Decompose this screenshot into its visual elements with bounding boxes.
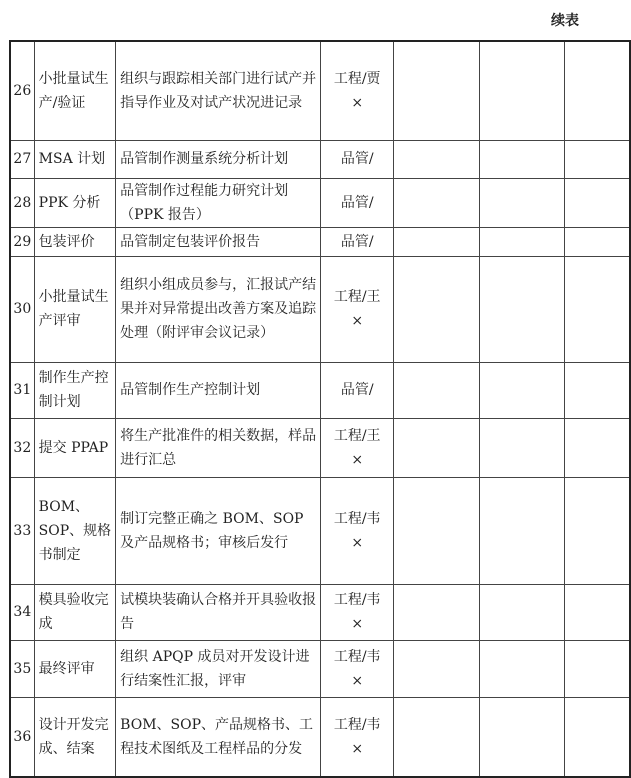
empty-cell [479,362,564,418]
empty-cell [394,256,480,362]
empty-cell [479,418,564,477]
table-row [10,227,630,256]
table-row [10,584,630,640]
item-owner: 工程/韦× [321,697,394,777]
item-name: 最终评审 [34,640,116,697]
item-name: MSA 计划 [34,140,116,178]
empty-cell [394,227,480,256]
item-name: 模具验收完成 [34,584,116,640]
empty-cell [479,477,564,584]
item-owner: 工程/王× [321,256,394,362]
item-description: 组织与跟踪相关部门进行试产并指导作业及对试产状况进记录 [116,41,321,140]
item-name: 设计开发完成、结案 [34,697,116,777]
row-number: 36 [10,697,34,777]
schedule-table [9,40,631,778]
item-description: 品管制作过程能力研究计划（PPK 报告） [116,178,321,227]
empty-cell [479,140,564,178]
item-description: 组织 APQP 成员对开发设计进行结案性汇报，评审 [116,640,321,697]
empty-cell [394,41,480,140]
empty-cell [564,227,630,256]
empty-cell [479,697,564,777]
empty-cell [564,640,630,697]
item-name: BOM、SOP、规格书制定 [34,477,116,584]
item-owner: 品管/ [321,227,394,256]
table-row [10,362,630,418]
item-name: 包装评价 [34,227,116,256]
empty-cell [564,418,630,477]
row-number: 32 [10,418,34,477]
empty-cell [394,178,480,227]
empty-cell [479,584,564,640]
item-owner: 工程/王× [321,418,394,477]
item-name: 小批量试生产评审 [34,256,116,362]
table-row [10,140,630,178]
item-description: 将生产批准件的相关数据，样品进行汇总 [116,418,321,477]
table-caption: 续表 [551,13,579,29]
row-number: 34 [10,584,34,640]
item-owner: 工程/韦× [321,640,394,697]
empty-cell [564,256,630,362]
item-owner: 品管/ [321,178,394,227]
empty-cell [564,584,630,640]
table-row [10,41,630,140]
item-owner: 品管/ [321,140,394,178]
row-number: 30 [10,256,34,362]
empty-cell [564,697,630,777]
empty-cell [479,41,564,140]
item-name: PPK 分析 [34,178,116,227]
table-row [10,178,630,227]
empty-cell [394,584,480,640]
row-number: 31 [10,362,34,418]
item-name: 小批量试生产/验证 [34,41,116,140]
empty-cell [394,418,480,477]
item-owner: 品管/ [321,362,394,418]
item-name: 提交 PPAP [34,418,116,477]
item-description: BOM、SOP、产品规格书、工程技术图纸及工程样品的分发 [116,697,321,777]
empty-cell [479,227,564,256]
item-owner: 工程/韦× [321,477,394,584]
table-row [10,697,630,777]
empty-cell [564,477,630,584]
empty-cell [394,477,480,584]
row-number: 29 [10,227,34,256]
empty-cell [479,178,564,227]
item-owner: 工程/贾× [321,41,394,140]
item-description: 品管制作生产控制计划 [116,362,321,418]
empty-cell [564,362,630,418]
item-name: 制作生产控制计划 [34,362,116,418]
empty-cell [564,140,630,178]
item-description: 组织小组成员参与，汇报试产结果并对异常提出改善方案及追踪处理（附评审会议记录） [116,256,321,362]
table-row [10,256,630,362]
empty-cell [564,41,630,140]
empty-cell [479,640,564,697]
item-owner: 工程/韦× [321,584,394,640]
row-number: 33 [10,477,34,584]
item-description: 品管制定包装评价报告 [116,227,321,256]
row-number: 35 [10,640,34,697]
item-description: 试模块装确认合格并开具验收报告 [116,584,321,640]
empty-cell [394,697,480,777]
table-row [10,418,630,477]
empty-cell [394,140,480,178]
row-number: 26 [10,41,34,140]
item-description: 制订完整正确之 BOM、SOP 及产品规格书；审核后发行 [116,477,321,584]
table-row [10,640,630,697]
row-number: 28 [10,178,34,227]
empty-cell [394,640,480,697]
empty-cell [394,362,480,418]
row-number: 27 [10,140,34,178]
item-description: 品管制作测量系统分析计划 [116,140,321,178]
empty-cell [479,256,564,362]
table-row [10,477,630,584]
empty-cell [564,178,630,227]
